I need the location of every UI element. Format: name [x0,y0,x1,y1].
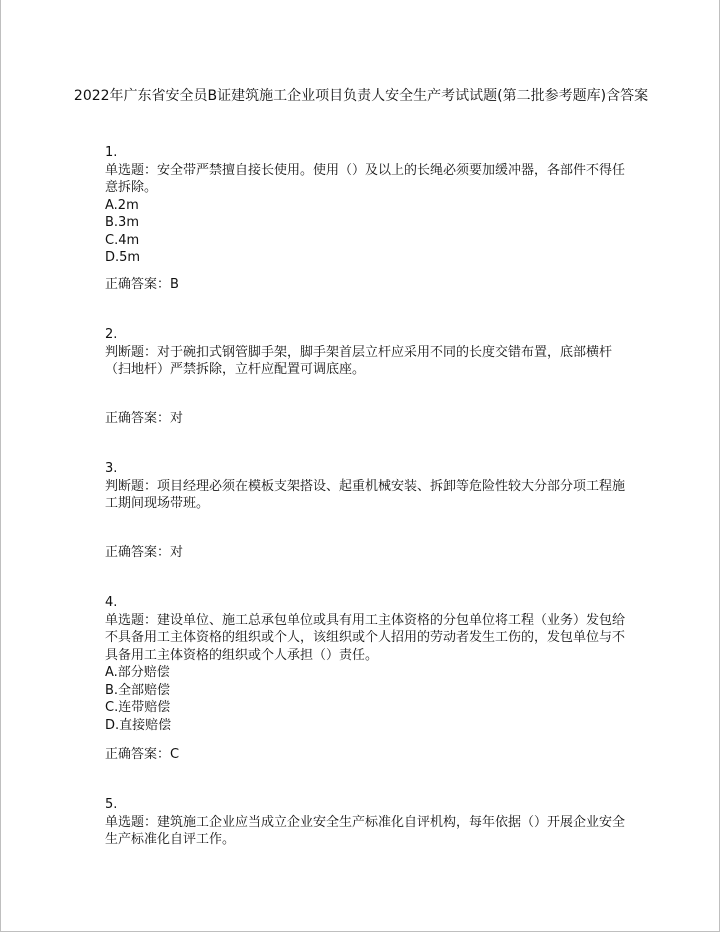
option-a: A.2m [105,197,139,213]
answer-2: 正确答案：对 [105,411,184,426]
question-5 [105,796,625,849]
answer-4: 正确答案：C [105,747,180,762]
question-stem: 单选题：建设单位、施工总承包单位或具有用工主体资格的分包单位将工程（业务）发包给不具备用工主体资格的组织或个人，该组织或个人招用的劳动者发生工伤的，发包单位与不具备用工主体资格的组织或个人承担（）责任。 [105,612,626,663]
option-a: A.部分赔偿 [105,665,170,680]
option-c: C.4m [105,232,140,248]
question-stem: 单选题：建筑施工企业应当成立企业安全生产标准化自评机构，每年依据（）开展企业安全生产标准化自评工作。 [105,814,626,847]
question-number: 1. [105,145,118,160]
question-3 [105,460,625,513]
question-stem: 判断题：项目经理必须在模板支架搭设、起重机械安装、拆卸等危险性较大分部分项工程施工期间现场带班。 [105,478,626,511]
question-4 [105,594,625,734]
question-number: 3. [105,461,118,476]
question-stem: 单选题：安全带严禁擅自接长使用。使用（）及以上的长绳必须要加缓冲器，各部件不得任意拆除。 [105,162,626,195]
question-number: 2. [105,327,118,342]
document-title: 2022年广东省安全员B证建筑施工企业项目负责人安全生产考试试题(第二批参考题库)含答案 [73,88,649,104]
option-d: D.5m [105,250,141,265]
question-1 [105,144,625,267]
question-stem: 判断题：对于碗扣式钢管脚手架，脚手架首层立杆应采用不同的长度交错布置，底部横杆（扫地杆）严禁拆除，立杆应配置可调底座。 [105,344,613,377]
question-number: 5. [105,797,118,812]
answer-3: 正确答案：对 [105,545,184,560]
option-b: B.全部赔偿 [105,682,171,698]
question-2 [105,326,625,379]
answer-1: 正确答案：B [105,277,179,292]
question-number: 4. [105,595,118,610]
option-b: B.3m [105,215,139,230]
option-d: D.直接赔偿 [105,717,172,733]
option-c: C.连带赔偿 [105,700,171,715]
